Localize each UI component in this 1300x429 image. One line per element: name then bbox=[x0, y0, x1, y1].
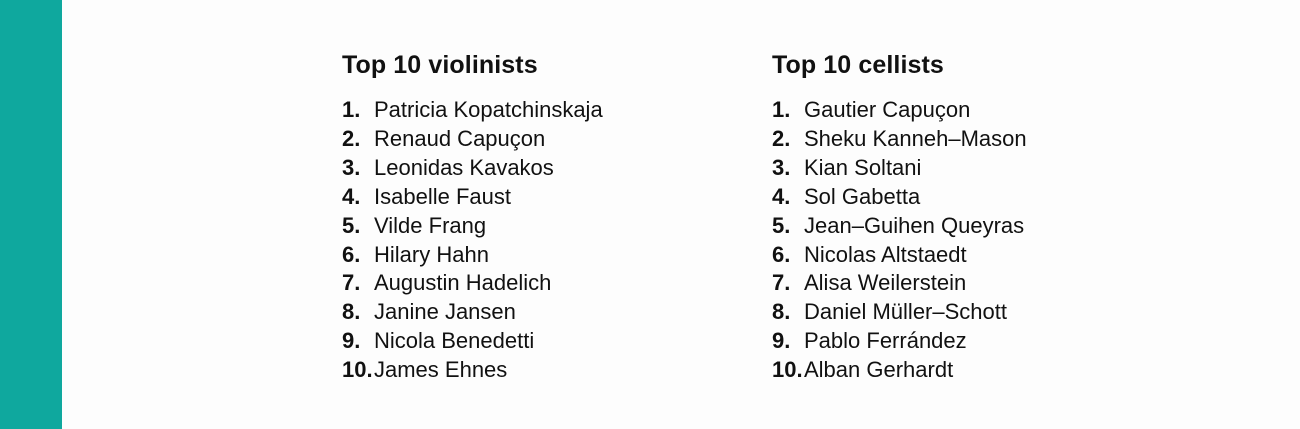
rank-number: 4. bbox=[342, 183, 361, 209]
rank-number: 1. bbox=[342, 97, 361, 122]
rank-number: 10. bbox=[342, 357, 373, 383]
rank-number: 3. bbox=[342, 154, 361, 180]
list-item bbox=[342, 96, 603, 125]
list-item bbox=[772, 327, 1027, 356]
musician-name: Janine Jansen bbox=[374, 299, 516, 325]
rank-number: 7. bbox=[772, 270, 791, 296]
musician-name: Isabelle Faust bbox=[374, 183, 511, 209]
musician-name: Sol Gabetta bbox=[804, 183, 921, 209]
list-item bbox=[772, 241, 1027, 270]
list-item bbox=[342, 212, 603, 241]
rank-number: 9. bbox=[772, 328, 791, 354]
cellists-title: Top 10 cellists bbox=[772, 51, 944, 79]
musician-name: Daniel Müller–Schott bbox=[804, 299, 1007, 325]
list-item bbox=[342, 327, 603, 356]
list-item bbox=[342, 269, 603, 298]
list-item bbox=[342, 125, 603, 154]
musician-name: Gautier Capuçon bbox=[804, 97, 971, 122]
list-item bbox=[342, 183, 603, 212]
list-item bbox=[772, 212, 1027, 241]
musician-name: Alisa Weilerstein bbox=[804, 270, 967, 296]
musician-name: Alban Gerhardt bbox=[804, 357, 954, 383]
cellists-section bbox=[772, 48, 1027, 385]
musician-name: James Ehnes bbox=[374, 357, 508, 383]
musician-name: Augustin Hadelich bbox=[374, 270, 552, 296]
rank-number: 6. bbox=[342, 241, 361, 267]
list-item bbox=[772, 125, 1027, 154]
accent-sidebar-bar bbox=[0, 0, 62, 429]
rank-number: 8. bbox=[342, 299, 361, 325]
musician-name: Hilary Hahn bbox=[374, 241, 489, 267]
rank-number: 8. bbox=[772, 299, 791, 325]
rank-number: 2. bbox=[342, 125, 361, 151]
musician-name: Patricia Kopatchinskaja bbox=[374, 97, 603, 122]
rank-number: 3. bbox=[772, 154, 791, 180]
musician-name: Nicola Benedetti bbox=[374, 328, 535, 354]
musician-name: Nicolas Altstaedt bbox=[804, 241, 967, 267]
rank-number: 1. bbox=[772, 97, 791, 122]
musician-name: Kian Soltani bbox=[804, 154, 922, 180]
rank-number: 6. bbox=[772, 241, 791, 267]
list-item bbox=[342, 356, 603, 385]
musician-name: Vilde Frang bbox=[374, 212, 487, 238]
list-item bbox=[342, 154, 603, 183]
rank-number: 2. bbox=[772, 125, 791, 151]
rank-number: 4. bbox=[772, 183, 791, 209]
rank-number: 7. bbox=[342, 270, 361, 296]
list-item bbox=[772, 356, 1027, 385]
list-item bbox=[772, 298, 1027, 327]
list-item bbox=[342, 241, 603, 270]
cellists-list bbox=[772, 96, 1027, 385]
musician-name: Sheku Kanneh–Mason bbox=[804, 125, 1027, 151]
list-item bbox=[772, 269, 1027, 298]
rank-number: 5. bbox=[342, 212, 361, 238]
list-item bbox=[342, 298, 603, 327]
list-item bbox=[772, 154, 1027, 183]
list-item bbox=[772, 183, 1027, 212]
musician-name: Leonidas Kavakos bbox=[374, 154, 554, 180]
musician-name: Renaud Capuçon bbox=[374, 125, 546, 151]
violinists-title: Top 10 violinists bbox=[342, 51, 538, 79]
musician-name: Pablo Ferrández bbox=[804, 328, 967, 354]
list-item bbox=[772, 96, 1027, 125]
violinists-list bbox=[342, 96, 603, 385]
musician-name: Jean–Guihen Queyras bbox=[804, 212, 1025, 238]
rank-number: 5. bbox=[772, 212, 791, 238]
violinists-section bbox=[342, 48, 603, 385]
rank-number: 9. bbox=[342, 328, 361, 354]
rank-number: 10. bbox=[772, 357, 803, 383]
